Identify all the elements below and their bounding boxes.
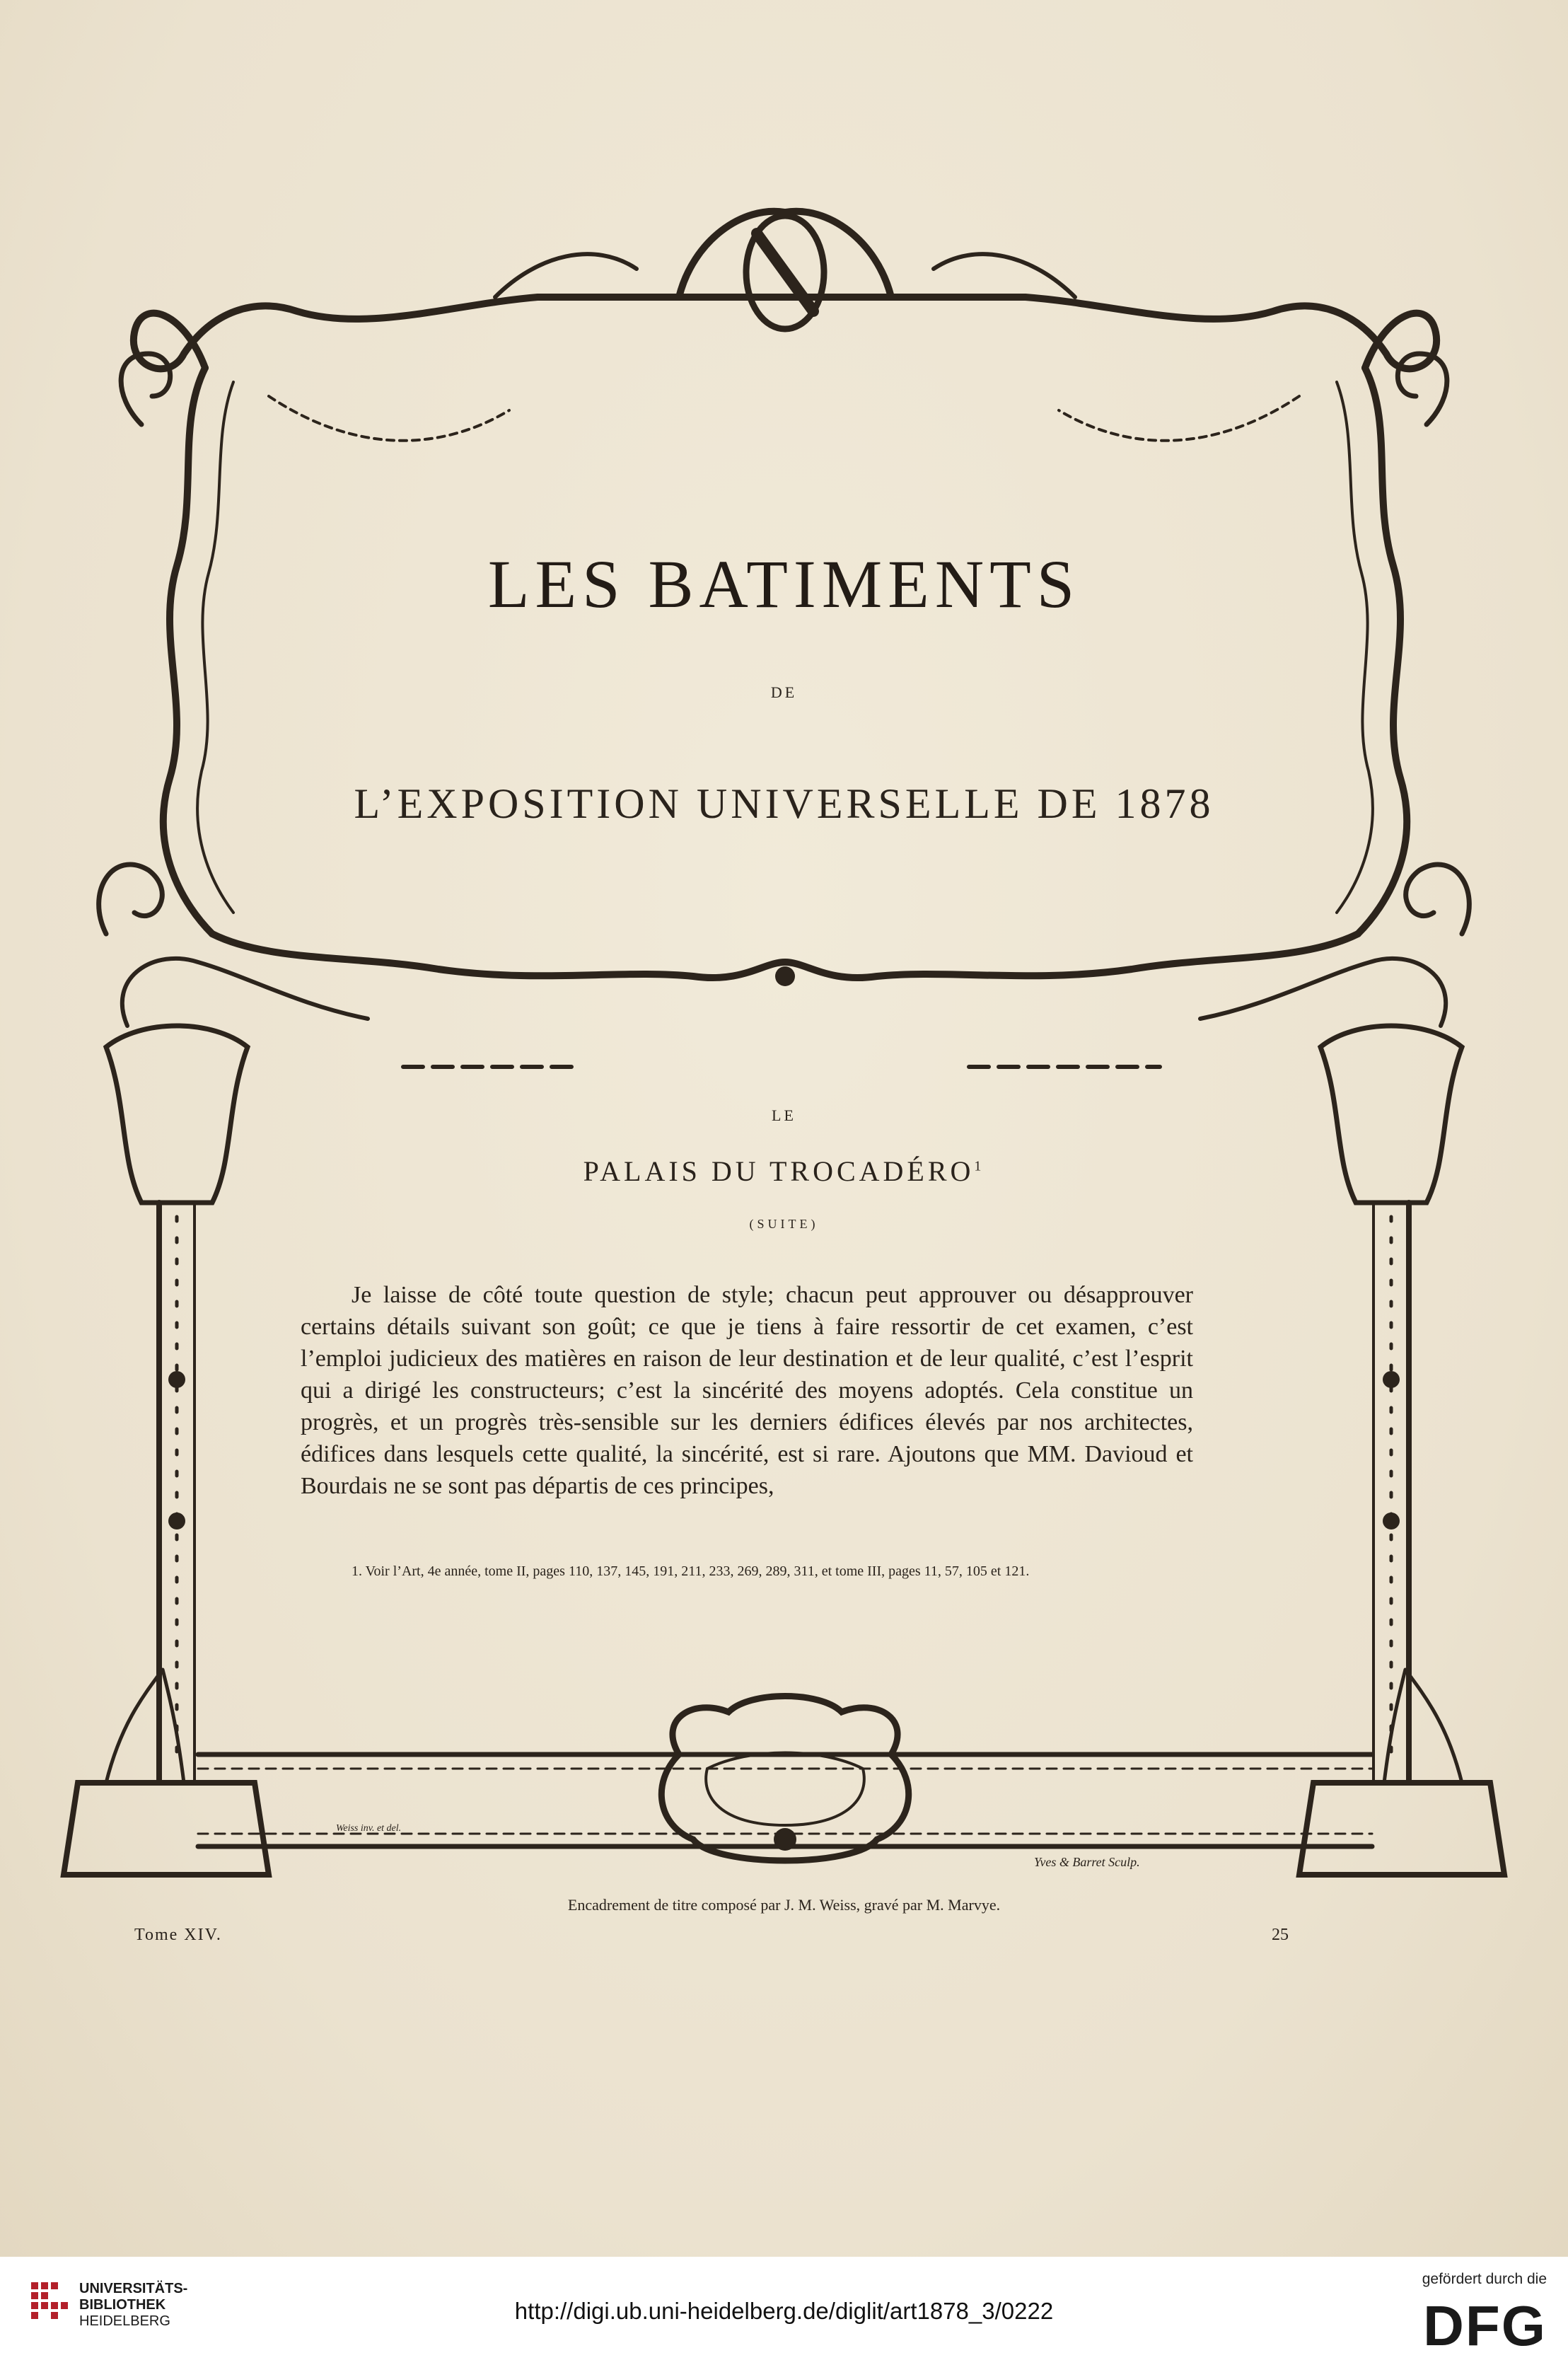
frame-caption: Encadrement de titre composé par J. M. Weiss, gravé par M. Marvye. [567,1896,1001,1914]
library-name-line3: HEIDELBERG [79,2313,170,2329]
engraver-credit-right: Yves & Barret Sculp. [1034,1855,1140,1869]
library-name-line1: UNIVERSITÄTS- [79,2281,188,2296]
section-title-text: PALAIS DU TROCADÉRO [583,1155,975,1187]
volume-label: Tome XIV. [134,1926,222,1944]
funded-by-label: gefördert durch die [1422,2271,1547,2287]
body-paragraph: Je laisse de côté toute question de style; chacun peut approuver ou désapprouver certains détails suivant son goût; ce que je tiens à faire ressortir de cet examen, c’est l’emploi judicieux des matières en raison de leur destination et de leur qualité, c’est l’esprit qui a dirigé les constructeurs; c’est la sincérité des moyens adoptés. Cela constitue un progrès, et un progrès très-sensible sur les derniers édifices élevés par nos architectes, édifices dans lesquels cette qualité, la sincérité, est si rare. Ajoutons que MM. Davioud et Bourdais ne se sont pas départis de ces principes, [301,1282,1193,1499]
page-number: 25 [1272,1926,1289,1944]
section-article: LE [772,1106,796,1124]
main-subtitle: L’EXPOSITION UNIVERSELLE DE 1878 [354,780,1214,827]
footnote: 1. Voir l’Art, 4e année, tome II, pages 110, 137, 145, 191, 211, 233, 269, 289, 311, et tome III, pages 11, 57, 105 et 121. [352,1563,1030,1579]
library-name-line2: BIBLIOTHEK [79,2297,166,2313]
main-title: LES BATIMENTS [487,546,1081,622]
section-title [0,1155,1568,1188]
engraver-credit-left: Weiss inv. et del. [336,1823,402,1834]
permalink-url[interactable]: http://digi.ub.uni-heidelberg.de/diglit/art1878_3/0222 [514,2298,1054,2324]
digitization-footer [0,2257,1568,2365]
footnote-marker: 1 [974,1158,985,1174]
section-suite: (SUITE) [749,1217,819,1231]
dfg-logo: DFG [1423,2294,1547,2357]
title-connector: DE [770,683,798,701]
